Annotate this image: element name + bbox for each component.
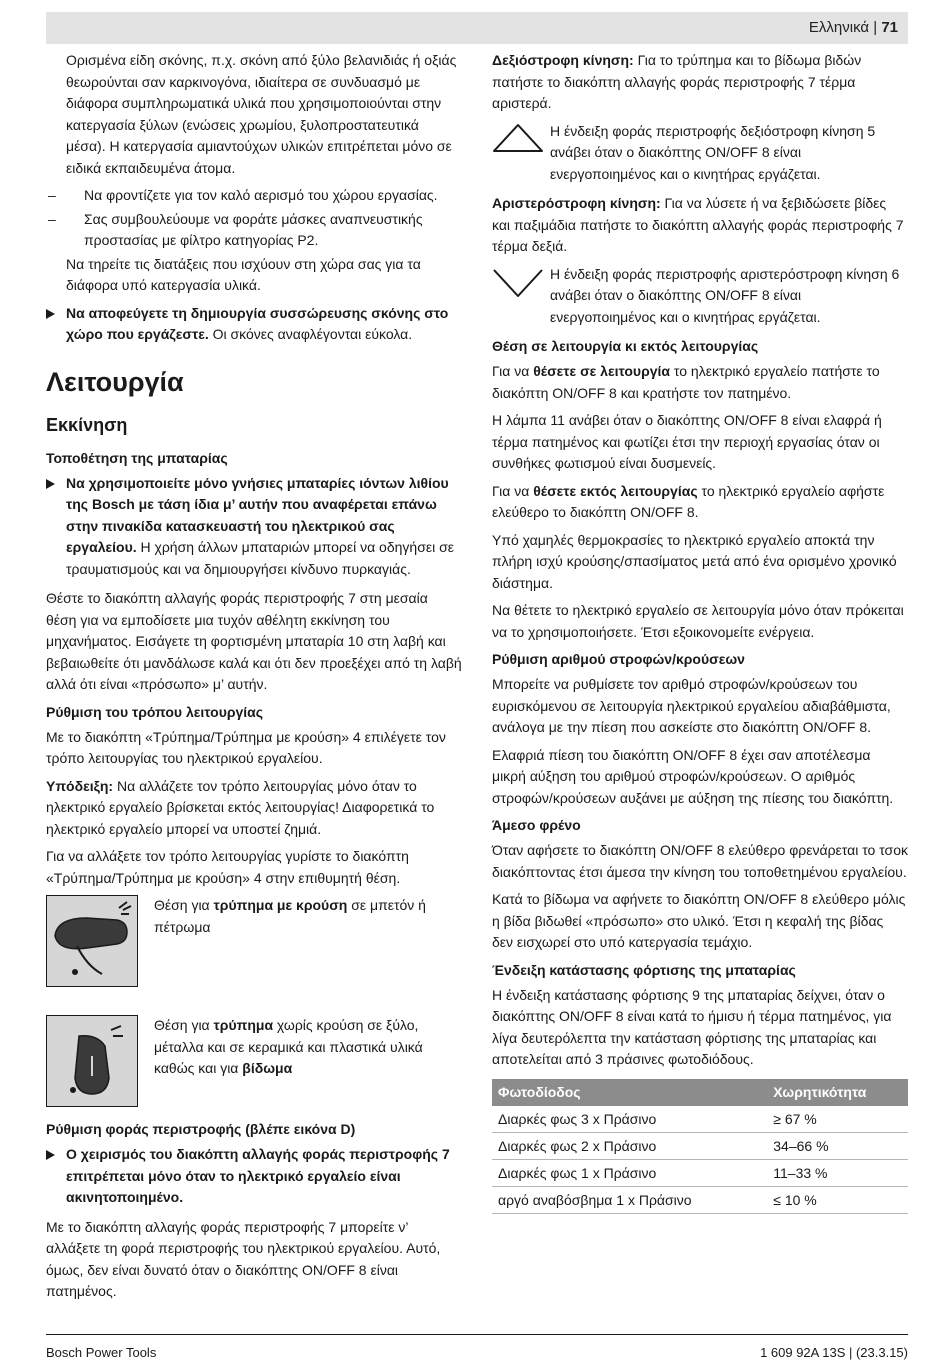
footer-brand: Bosch Power Tools [46,1345,157,1360]
dash-text-ventilation: Να φροντίζετε για τον καλό αερισμό του χώρου εργασίας. [84,187,438,203]
fig1-post: σε μπετόν ή πέτρωμα [154,897,426,935]
figure-drill [46,1015,462,1107]
hammer-drill-caption [154,895,462,938]
table-cell-capacity: ≥ 67 % [767,1106,908,1133]
arrow-bullet-icon [46,309,55,319]
fig1-pre: Θέση για [154,897,214,913]
arrow-bullet-icon [46,479,55,489]
heading-onoff: Θέση σε λειτουργία κι εκτός λειτουργίας [492,338,759,354]
header-section: Ελληνικά [808,19,870,36]
off-bold: θέσετε εκτός λειτουργίας [533,482,698,499]
drill-mode-illustration [46,1015,138,1107]
clockwise-indicator-icon [492,121,550,162]
fig2-mid: χωρίς κρούση σε ξύλο, μέταλλα και σε κεραμικά και πλαστικά υλικά καθώς και για [154,1017,423,1076]
page-header [46,12,908,44]
note-label: Υπόδειξη: [46,777,114,794]
table-row [492,1159,908,1186]
drill-caption [154,1015,462,1080]
counterclockwise-text [492,193,908,258]
fig2-bold2: βίδωμα [242,1060,293,1076]
heading-charge: Ένδειξη κατάστασης φόρτισης της μπαταρίας [492,961,796,978]
dust-warning-bold: Να αποφεύγετε τη δημιουργία συσσώρευσης σκόνης στο χώρο που εργάζεστε. [66,304,449,342]
dust-warning-text: Οι σκόνες αναφλέγονται εύκολα. [208,326,413,342]
counterclockwise-body: Για να λύσετε ή να ξεβιδώσετε βίδες και παξιμάδια πατήστε το διακόπτη αλλαγής φοράς περιστροφής 7 τέρμα δεξιά. [492,195,904,254]
table-cell-led: Διαρκές φως 3 x Πράσινο [492,1106,767,1133]
cold-text: Υπό χαμηλές θερμοκρασίες το ηλεκτρικό εργαλείο αποκτά την πλήρη ισχύ κρούσης/σπασίματος μετά από ένα ορισμένο χρονικό διάστημα. [492,531,897,591]
left-column [46,50,462,1309]
heading-speed: Ρύθμιση αριθμού στροφών/κρούσεων [492,651,745,667]
rotation-text: Με το διακόπτη αλλαγής φοράς περιστροφής 7 μπορείτε ν’ αλλάξετε τη φορά περιστροφής του ηλεκτρικού εργαλείου. Αυτό, όμως, δεν είναι δυνατό όταν ο διακόπτης ON/OFF 8 είναι πατημένος. [46,1218,441,1299]
table-header-row [492,1079,908,1106]
table-header-led: Φωτοδίοδος [492,1079,767,1106]
energy-text: Να θέτετε το ηλεκτρικό εργαλείο σε λειτουργία μόνο όταν πρόκειται να το χρησιμοποιήσετε. Έτσι εξοικονομείτε ενέργεια. [492,602,904,640]
footer-doc-code: 1 609 92A 13S | (23.3.15) [760,1345,908,1360]
table-row [492,1106,908,1133]
hammer-drill-mode-illustration [46,895,138,987]
counterclockwise-indicator-text: Η ένδειξη φοράς περιστροφής αριστερόστροφη κίνηση 6 ανάβει όταν ο διακόπτης ON/OFF 8 είναι ενεργοποιημένος και ο κινητήρας εργάζεται. [550,265,900,325]
table-cell-led: Διαρκές φως 1 x Πράσινο [492,1159,767,1186]
speed-text-1: Μπορείτε να ρυθμίσετε τον αριθμό στροφών/κρούσεων του ευρισκόμενου σε λειτουργία ηλεκτρικού εργαλείου αδιαβάθμιστα, ανάλογα με την πίεση που ασκείστε στο διακόπτη ON/OFF 8. [492,676,891,735]
arrow-bullet-icon [46,1150,55,1160]
table-row [492,1186,908,1213]
mode-change-text: Για να αλλάξετε τον τρόπο λειτουργίας γυρίστε το διακόπτη «Τρύπημα/Τρύπημα με κρούση» 4 στην επιθυμητή θέση. [46,848,409,886]
regulations-text: Να τηρείτε τις διατάξεις που ισχύουν στη χώρα σας για τα διάφορα υπό κατεργασία υλικά. [66,255,421,293]
table-row [492,1132,908,1159]
note-text: Να αλλάζετε τον τρόπο λειτουργίας μόνο όταν το ηλεκτρικό εργαλείο βρίσκεται εκτός λειτουργίας! Διαφορετικά το ηλεκτρικό εργαλείο μπορεί να υποστεί ζημιά. [46,777,435,837]
page-number: 71 [881,19,898,36]
heading-battery: Τοποθέτηση της μπαταρίας [46,449,228,466]
dash-item: – Να φροντίζετε για τον καλό αερισμό του χώρου εργασίας. [46,185,462,207]
on-post: το ηλεκτρικό εργαλείο πατήστε το διακόπτη ON/OFF 8 και κρατήστε τον πατημένο. [492,363,880,401]
mode-note [46,776,462,841]
fig2-bold1: τρύπημα [213,1017,274,1033]
table-cell-capacity: ≤ 10 % [767,1186,908,1213]
figure-hammer-drill [46,895,462,987]
clockwise-body: Για το τρύπημα και το βίδωμα βιδών πατήστε το διακόπτη αλλαγής φοράς περιστροφής 7 τέρμα αριστερά. [492,52,862,111]
right-column [492,50,908,1214]
heading-mode: Ρύθμιση του τρόπου λειτουργίας [46,703,264,720]
mode-text: Με το διακόπτη «Τρύπημα/Τρύπημα με κρούση» 4 επιλέγετε τον τρόπο λειτουργίας του ηλεκτρικού εργαλείου. [46,728,446,766]
fig1-bold: τρύπημα με κρούση [213,897,348,913]
brake-text-1: Όταν αφήσετε το διακόπτη ON/OFF 8 ελεύθερο φρενάρεται το τσοκ διακόπτοντας έτσι άμεσα την κίνηση του τοποθετημένου εργαλείου. [492,842,908,880]
battery-warning-text: Η χρήση άλλων μπαταριών μπορεί να οδηγήσει σε τραυματισμούς και να δημιουργήσει κίνδυνο πυρκαγιάς. [66,539,454,577]
subsection-title-startup: Εκκίνηση [46,414,128,435]
charge-table [492,1079,908,1214]
clockwise-label: Δεξιόστροφη κίνηση: [492,52,634,68]
battery-warning [46,473,462,581]
dust-warning [46,303,462,346]
counterclockwise-indicator-icon [492,264,550,305]
counterclockwise-indicator [492,264,908,329]
header-text [809,19,898,36]
section-title-operation: Λειτουργία [46,366,184,397]
speed-text-2: Ελαφριά πίεση του διακόπτη ON/OFF 8 έχει σαν αποτέλεσμα μικρή αύξηση του αριθμού στροφών/κρούσεων. Ο αριθμός στροφών/κρούσεων αυξάνει με αύξηση της πίεσης του διακόπτη. [492,746,894,806]
page-footer [46,1334,908,1360]
heading-rotation: Ρύθμιση φοράς περιστροφής (βλέπε εικόνα D) [46,1121,356,1137]
rotation-warning [46,1144,462,1209]
table-header-capacity: Χωρητικότητα [767,1079,908,1106]
battery-insert-text: Θέστε το διακόπτη αλλαγής φοράς περιστροφής 7 στη μεσαία θέση για να εμποδίσετε μια τυχόν αθέλητη εκκίνηση του μηχανήματος. Εισάγετε τη φορτισμένη μπαταρία 10 στη λαβή και βεβαιωθείτε ότι μανδάλωσε καλά και ότι δεν προεξέχει από τη λαβή αλλά ότι είναι «πρόσωπο» μ’ αυτήν. [46,590,462,692]
fig2-pre: Θέση για [154,1017,214,1033]
dust-intro: Ορισμένα είδη σκόνης, π.χ. σκόνη από ξύλο βελανιδιάς ή οξιάς θεωρούνται σαν καρκινογόνα, ιδιαίτερα σε συνδυασμό με διάφορα συμπληρωματικά υλικά που χρησιμοποιούνται στην κατεργασία ξύλων (ενώσεις χρωμίου, ξυλοπροστατευτικά μέσα). Η κατεργασία αμιαντούχων υλικών επιτρέπεται μόνο σε ειδικά εκπαιδευμένα άτομα. [66,52,457,176]
lamp-text: Η λάμπα 11 ανάβει όταν ο διακόπτης ON/OFF 8 είναι ελαφρά ή τέρμα πατημένος και φωτίζει έτσι την περιοχή εργασίας όταν οι συνθήκες φωτισμού είναι δυσμενείς. [492,412,882,471]
table-cell-led: αργό αναβόσβημα 1 x Πράσινο [492,1186,767,1213]
heading-brake: Άμεσο φρένο [492,817,581,833]
off-post: το ηλεκτρικό εργαλείο αφήστε ελεύθερο το διακόπτη ON/OFF 8. [492,482,885,520]
counterclockwise-label: Αριστερόστροφη κίνηση: [492,195,661,211]
on-pre: Για να [492,363,534,379]
switch-off-text [492,481,908,524]
clockwise-indicator [492,121,908,186]
off-pre: Για να [492,482,534,499]
switch-on-text [492,361,908,404]
rotation-warning-bold: Ο χειρισμός του διακόπτη αλλαγής φοράς περιστροφής 7 επιτρέπεται μόνο όταν το ηλεκτρικό εργαλείο είναι ακινητοποιημένο. [66,1146,450,1205]
brake-text-2: Κατά το βίδωμα να αφήνετε το διακόπτη ON/OFF 8 ελεύθερο μόλις η βίδα βιδωθεί «πρόσωπο» στο υλικό. Έτσι η κεφαλή της βίδας δεν εισχωρεί στο υπό κατεργασία τεμάχιο. [492,891,906,950]
table-cell-led: Διαρκές φως 2 x Πράσινο [492,1132,767,1159]
clockwise-text [492,50,908,115]
dash-item: – Σας συμβουλεύουμε να φοράτε μάσκες αναπνευστικής προστασίας με φίλτρο κατηγορίας P2. [46,209,462,252]
table-cell-capacity: 11–33 % [767,1159,908,1186]
battery-warning-bold: Να χρησιμοποιείτε μόνο γνήσιες μπαταρίες ιόντων λιθίου της Bosch με τάση ίδια μ’ αυτήν που αναφέρεται επάνω στην πινακίδα κατασκευαστή του ηλεκτρικού σας εργαλείου. [66,474,449,555]
table-cell-capacity: 34–66 % [767,1132,908,1159]
charge-text: Η ένδειξη κατάστασης φόρτισης 9 της μπαταρίας δείχνει, όταν ο διακόπτης ON/OFF 8 είναι κατά το ήμισυ ή τέρμα πατημένος, για λίγα δευτερόλεπτα την κατάσταση φόρτισης της μπαταρίας και αποτελείται από 3 πράσινες φωτοδιόδους. [492,986,892,1067]
dash-text-mask: Σας συμβουλεύουμε να φοράτε μάσκες αναπνευστικής προστασίας με φίλτρο κατηγορίας P2. [84,210,423,248]
on-bold: θέσετε σε λειτουργία [533,363,671,379]
clockwise-indicator-text: Η ένδειξη φοράς περιστροφής δεξιόστροφη κίνηση 5 ανάβει όταν ο διακόπτης ON/OFF 8 είναι ενεργοποιημένος και ο κινητήρας εργάζεται. [550,122,876,182]
header-separator: | [873,19,878,36]
